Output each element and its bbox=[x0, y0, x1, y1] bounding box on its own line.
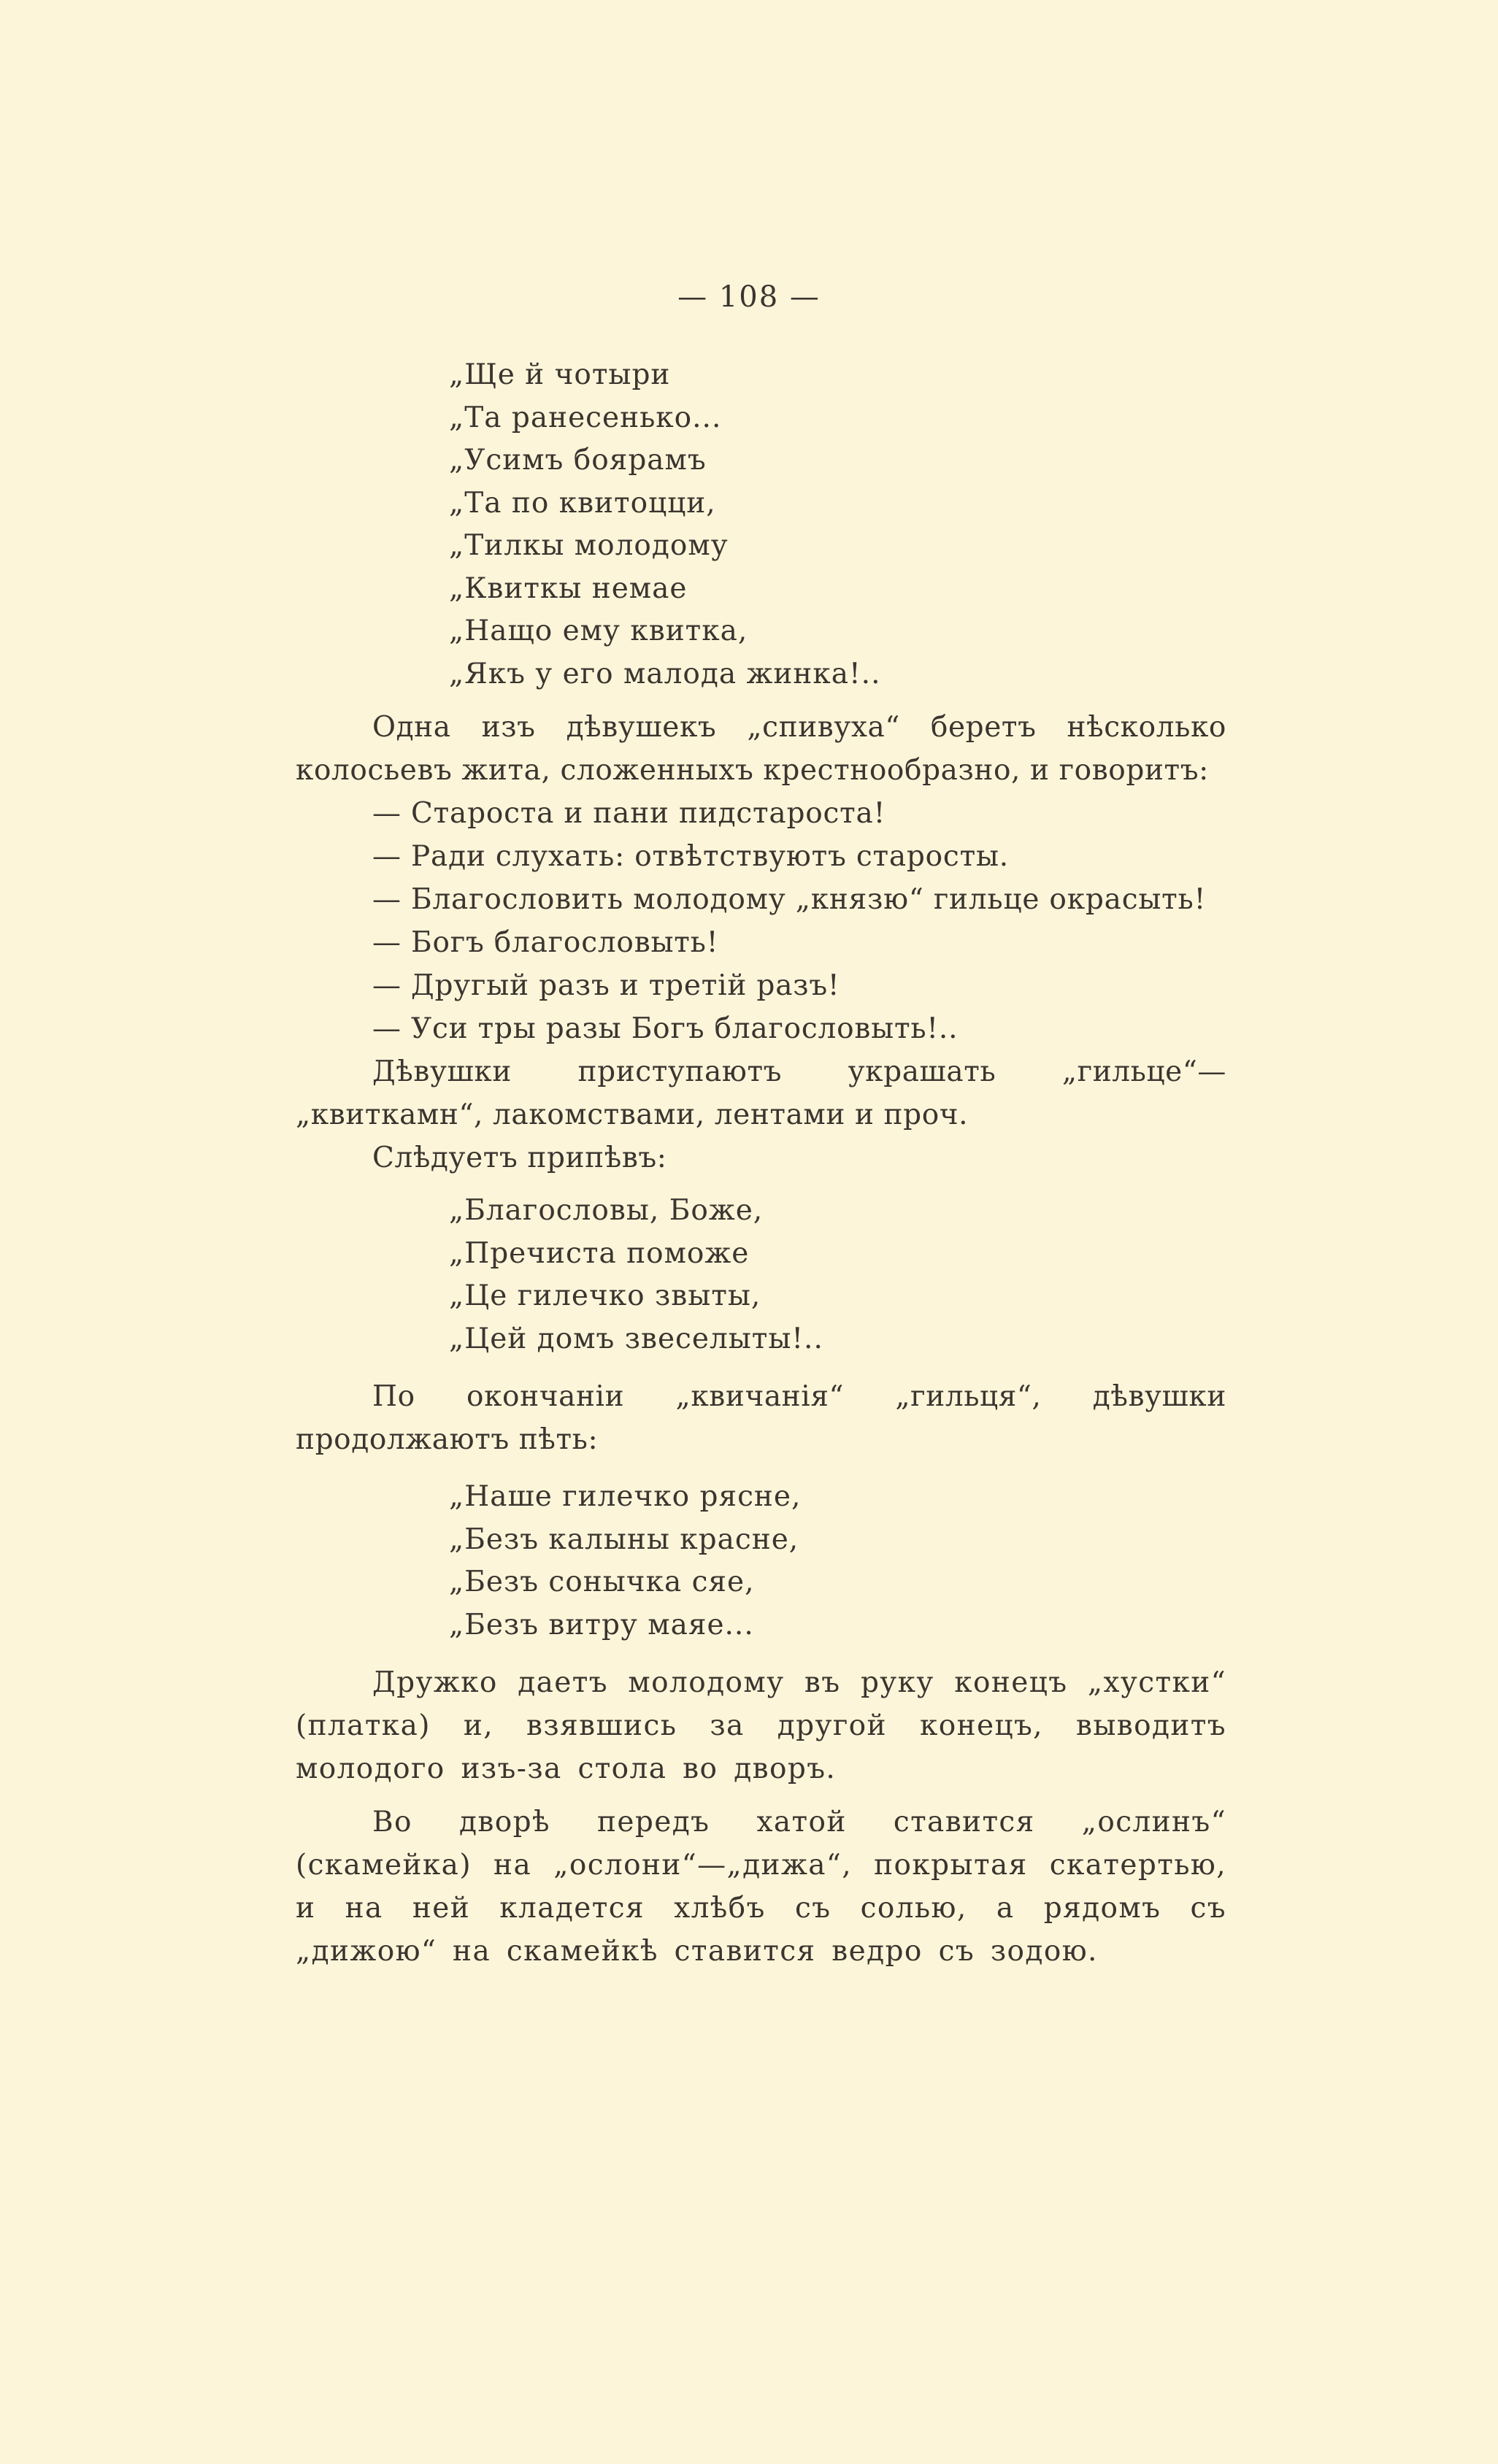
verse-line: „Безъ витру маяе... bbox=[449, 1608, 754, 1641]
dialogue-line: — Другый разъ и третій разъ! bbox=[372, 969, 840, 1002]
paragraph: По окончаніи „квичанія“ „гильця“, дѣвушки продолжаютъ пѣть: bbox=[296, 1380, 1226, 1456]
text-column bbox=[296, 354, 1226, 1973]
verse-line: „Пречиста поможе bbox=[449, 1236, 750, 1270]
dialogue-line: — Богъ благословыть! bbox=[372, 926, 719, 959]
verse-line: „Це гилечко звыты, bbox=[449, 1279, 761, 1312]
paragraph: Дружко даетъ молодому въ руку конецъ „хустки“ (платка) и, взявшись за другой конецъ, выводитъ молодого изъ-за стола во дворъ. bbox=[296, 1666, 1226, 1785]
verse-line: „Наше гилечко рясне, bbox=[449, 1480, 802, 1513]
verse-block-1 bbox=[296, 354, 1226, 696]
verse-line: „Квиткы немае bbox=[449, 571, 688, 605]
dialogue-line: — Уси тры разы Богъ благословыть!.. bbox=[372, 1012, 959, 1045]
dialogue-block bbox=[296, 792, 1226, 1050]
paragraph: Одна изъ дѣвушекъ „спивуха“ беретъ нѣсколько колосьевъ жита, сложенныхъ крестнообразно, и говоритъ: bbox=[296, 711, 1226, 787]
dialogue-line: — Благословить молодому „князю“ гильце окрасыть! bbox=[372, 883, 1207, 916]
paragraph: Дѣвушки приступаютъ украшать „гильце“—„квиткамн“, лакомствами, лентами и проч. bbox=[296, 1055, 1226, 1131]
verse-line: „Якъ у его малода жинка!.. bbox=[449, 657, 881, 690]
verse-line: „Та ранесенько... bbox=[449, 401, 722, 434]
dialogue-line: — Староста и пани пидстароста! bbox=[372, 797, 886, 830]
verse-line: „Нащо ему квитка, bbox=[449, 615, 748, 647]
verse-line: „Ще й чотыри bbox=[449, 358, 671, 391]
verse-line: „Благословы, Боже, bbox=[449, 1194, 764, 1227]
dialogue-line: — Ради слухать: отвѣтствуютъ старосты. bbox=[372, 840, 1009, 873]
verse-block-3 bbox=[296, 1476, 1226, 1647]
verse-line: „Усимъ боярамъ bbox=[449, 444, 707, 477]
paragraph: Во дворѣ передъ хатой ставится „ослинъ“ (скамейка) на „ослони“—„дижа“, покрытая скатертью, и на ней кладется хлѣбъ съ солью, а рядомъ съ „дижою“ на скамейкѣ ставится ведро съ зодою. bbox=[296, 1806, 1226, 1968]
verse-line: „Тилкы молодому bbox=[449, 529, 729, 562]
verse-line: „Та по квитоцци, bbox=[449, 486, 716, 520]
page-number: — 108 — bbox=[677, 280, 821, 314]
paragraph: Слѣдуетъ припѣвъ: bbox=[372, 1141, 667, 1174]
verse-line: „Цей домъ звеселыты!.. bbox=[449, 1322, 823, 1355]
verse-line: „Безъ калыны красне, bbox=[449, 1522, 799, 1556]
verse-block-2 bbox=[296, 1190, 1226, 1360]
verse-line: „Безъ сонычка сяе, bbox=[449, 1566, 755, 1598]
